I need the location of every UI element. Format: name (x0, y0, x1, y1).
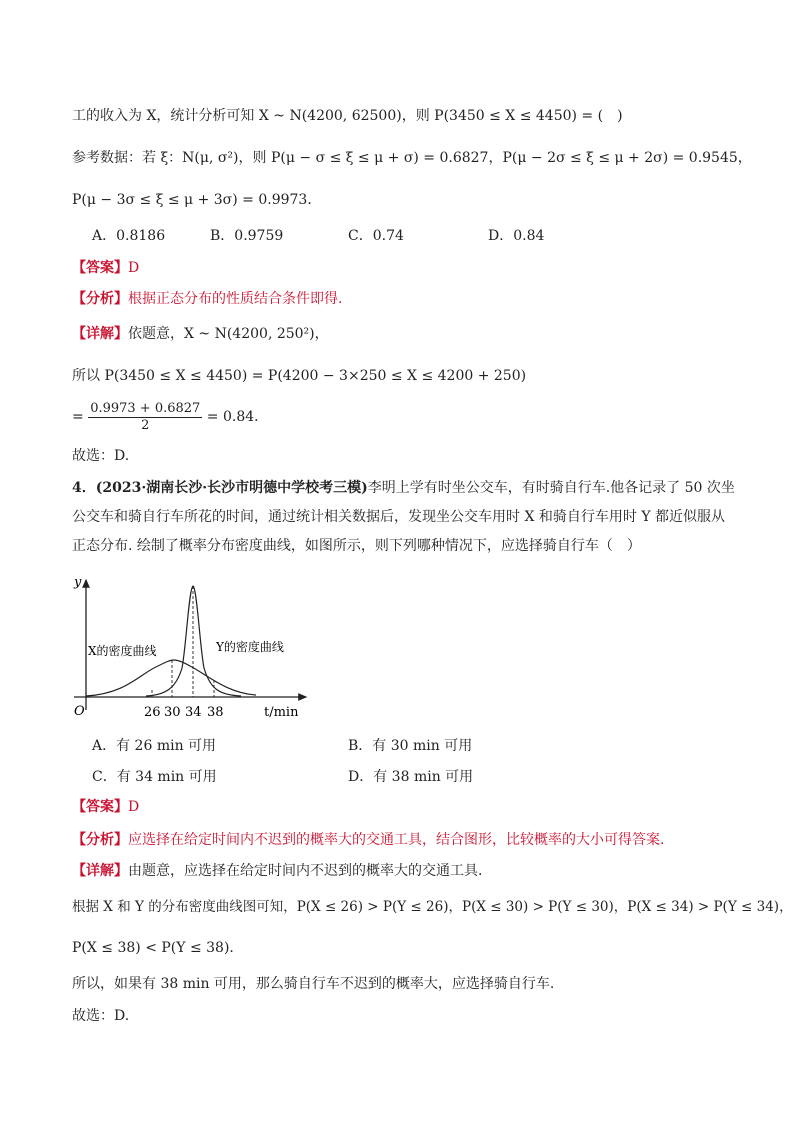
q4-source: 4．(2023·湖南长沙·长沙市明德中学校考三模) (72, 480, 368, 496)
tick-30: 30 (164, 705, 181, 720)
answer-tag: 【答案】 (72, 799, 128, 815)
q4-stem-1: 李明上学有时坐公交车，有时骑自行车.他各记录了 50 次坐 (367, 480, 735, 496)
q4-option-b: B．有 30 min 可用 (348, 738, 473, 754)
tick-34: 34 (185, 705, 202, 720)
q3-option-b: B．0.9759 (210, 228, 284, 244)
fraction (88, 401, 202, 434)
result: = 0.84． (206, 409, 269, 425)
x-curve-label: X的密度曲线 (88, 644, 157, 658)
detail-tag: 【详解】 (72, 326, 128, 342)
q4-stem-line-2: 公交车和骑自行车所花的时间，通过统计相关数据后，发现坐公交车用时 X 和骑自行车用时 Y 都近似服从 (72, 509, 726, 525)
y-curve-label: Y的密度曲线 (216, 640, 284, 654)
density-figure (66, 568, 316, 723)
q3-analysis (72, 289, 342, 309)
q4-answer (72, 797, 139, 817)
q4-choose: 故选：D. (72, 1008, 130, 1024)
equals-sign: = (72, 409, 84, 425)
q4-stem-line-1 (72, 478, 735, 498)
detail-text: 依题意，X ~ N(4200, 250²)， (128, 326, 329, 342)
q4-detail-3: P(X ≤ 38) < P(Y ≤ 38). (72, 940, 234, 956)
origin-label: O (74, 704, 85, 719)
q4-analysis (72, 830, 664, 850)
q4-detail-4: 所以，如果有 38 min 可用，那么骑自行车不迟到的概率大，应选择骑自行车. (72, 976, 555, 992)
q3-stem: 工的收入为 X，统计分析可知 X ~ N(4200, 62500)，则 P(3450 ≤ X ≤ 4450) = ( ) (72, 108, 623, 124)
x-axis-label: t/min (264, 705, 299, 720)
analysis-text: 应选择在给定时间内不迟到的概率大的交通工具，结合图形，比较概率的大小可得答案. (128, 832, 665, 848)
q3-detail (72, 324, 329, 344)
q4-option-a: A．有 26 min 可用 (92, 738, 217, 754)
detail-text: 由题意，应选择在给定时间内不迟到的概率大的交通工具. (128, 863, 483, 879)
analysis-tag: 【分析】 (72, 291, 128, 307)
y-axis-label: y (74, 575, 82, 590)
q3-option-a: A．0.8186 (92, 228, 166, 244)
q3-reference-2: P(μ − 3σ ≤ ξ ≤ μ + 3σ) = 0.9973． (72, 192, 322, 208)
detail-tag: 【详解】 (72, 863, 128, 879)
answer-tag: 【答案】 (72, 260, 128, 276)
q3-detail-2: 所以 P(3450 ≤ X ≤ 4450) = P(4200 − 3×250 ≤ X ≤ 4200 + 250) (72, 368, 527, 384)
q4-stem-line-3: 正态分布. 绘制了概率分布密度曲线，如图所示，则下列哪种情况下，应选择骑自行车（ ） (72, 538, 641, 554)
analysis-tag: 【分析】 (72, 832, 128, 848)
q3-detail-3 (72, 400, 268, 434)
q4-option-d: D．有 38 min 可用 (348, 769, 474, 785)
q3-answer (72, 258, 139, 278)
answer-value: D (128, 799, 140, 815)
tick-38: 38 (207, 705, 224, 720)
q3-option-c: C．0.74 (348, 228, 404, 244)
fraction-denominator: 2 (141, 417, 150, 433)
q4-detail (72, 861, 482, 881)
analysis-text: 根据正态分布的性质结合条件即得. (128, 291, 343, 307)
x-density-curve (86, 660, 256, 696)
q3-choose: 故选：D. (72, 448, 130, 464)
answer-value: D (128, 260, 140, 276)
q4-detail-2: 根据 X 和 Y 的分布密度曲线图可知，P(X ≤ 26) > P(Y ≤ 26)，P(X ≤ 30) > P(Y ≤ 30)，P(X ≤ 34) > P(Y ≤ 34)， (72, 899, 793, 915)
tick-26: 26 (144, 705, 161, 720)
q3-reference-1: 参考数据：若 ξ：N(μ, σ²)，则 P(μ − σ ≤ ξ ≤ μ + σ) = 0.6827，P(μ − 2σ ≤ ξ ≤ μ + 2σ) = 0.9545， (72, 150, 752, 166)
fraction-numerator: 0.9973 + 0.6827 (90, 400, 201, 416)
q4-option-c: C．有 34 min 可用 (92, 769, 217, 785)
q3-option-d: D．0.84 (488, 228, 545, 244)
